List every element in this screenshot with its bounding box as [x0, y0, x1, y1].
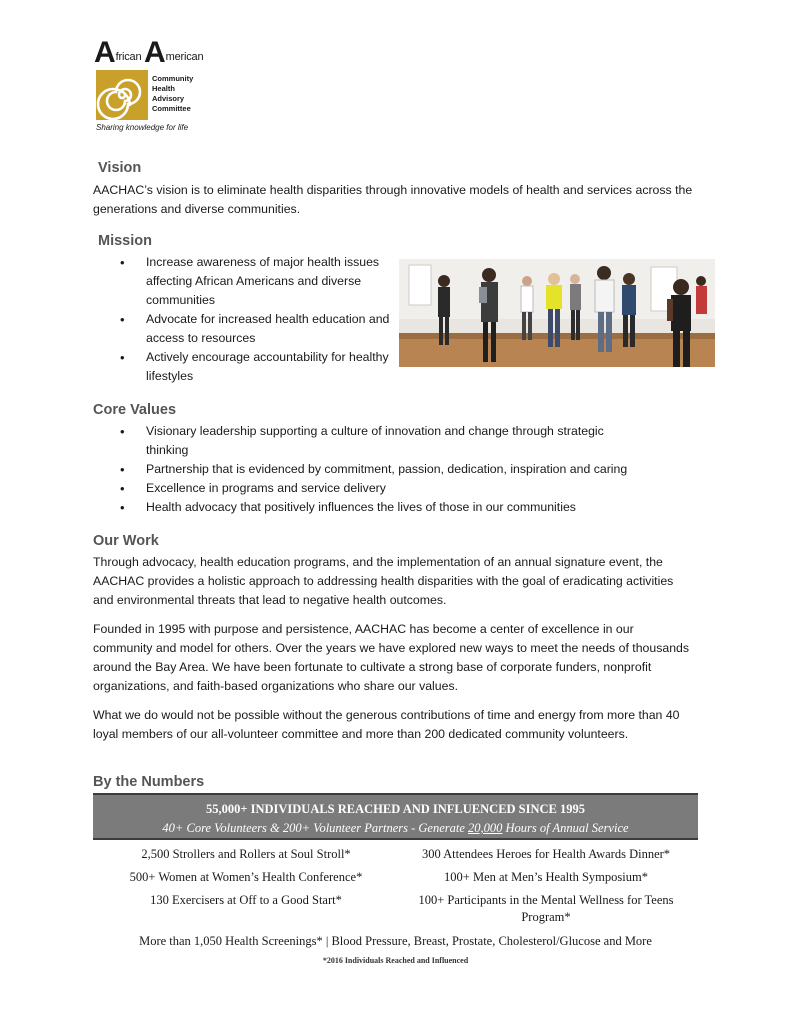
vision-heading: Vision: [98, 160, 142, 176]
logo-tagline: Sharing knowledge for life: [96, 123, 189, 132]
stat-item: 100+ Participants in the Mental Wellness for Teens Program*: [418, 893, 674, 924]
banner-headline: 55,000+ INDIVIDUALS REACHED AND INFLUENCED SINCE 1995: [205, 802, 586, 816]
numbers-footnote: *2016 Individuals Reached and Influenced: [322, 956, 469, 965]
our-work-paragraph-3: What we do would not be possible without the generous contributions of time and energy from more than 40 loyal members of our all-volunteer committee and more than 200 dedicated community volunteers.: [93, 708, 680, 741]
list-item: • Increase awareness of major health issues affecting African Americans and diverse communities: [120, 253, 390, 310]
core-values-list: [120, 422, 680, 517]
list-item: • Excellence in programs and service delivery: [120, 479, 680, 498]
our-work-paragraph-1: Through advocacy, health education programs, and the implementation of an annual signature event, the AACHAC provides a holistic approach to addressing health disparities with the goal of eradicating activities and environmental threats that lead to negative health outcomes.: [93, 555, 674, 607]
list-item: • Advocate for increased health education and access to resources: [120, 310, 390, 348]
group-exercise-photo: [399, 259, 715, 367]
stat-item: 500+ Women at Women’s Health Conference*: [129, 870, 363, 884]
screenings-line: More than 1,050 Health Screenings* | Blood Pressure, Breast, Prostate, Cholesterol/Glucose and More: [139, 934, 652, 948]
our-work-heading: Our Work: [93, 533, 159, 549]
logo-subtitle: Community Health Advisory Committee: [152, 74, 194, 113]
numbers-banner: [93, 793, 698, 840]
mission-list: [120, 253, 390, 386]
banner-subline: 40+ Core Volunteers & 200+ Volunteer Partners - Generate 20,000 Hours of Annual Service: [162, 821, 629, 835]
spiral-logo-icon: [96, 70, 148, 120]
stat-item: 130 Exercisers at Off to a Good Start*: [150, 893, 342, 907]
stat-item: 300 Attendees Heroes for Health Awards Dinner*: [421, 847, 671, 861]
organization-logo: African American Community Health Advisory Committee Sharing knowledge for life: [94, 36, 204, 132]
list-item: • Actively encourage accountability for healthy lifestyles: [120, 348, 390, 386]
core-values-heading: Core Values: [93, 402, 177, 418]
list-item: • Visionary leadership supporting a culture of innovation and change through strategic thinking: [120, 422, 680, 460]
stat-item: 100+ Men at Men’s Health Symposium*: [444, 870, 648, 884]
numbers-heading: By the Numbers: [93, 774, 205, 790]
mission-heading: Mission: [98, 233, 152, 249]
vision-text: AACHAC’s vision is to eliminate health disparities through innovative models of health and services across the generations and diverse communities.: [93, 183, 693, 216]
stat-item: 2,500 Strollers and Rollers at Soul Stroll*: [141, 847, 351, 861]
list-item: • Partnership that is evidenced by commitment, passion, dedication, inspiration and caring: [120, 460, 680, 479]
our-work-paragraph-2: Founded in 1995 with purpose and persistence, AACHAC has become a center of excellence in our community and model for others. Over the years we have explored new ways to meet the needs of thousands around the Bay Area. We have been fortunate to cultivate a strong base of corporate funders, nonprofit organizations, and faith-based organizations who share our values.: [93, 622, 690, 693]
list-item: • Health advocacy that positively influences the lives of those in our communities: [120, 498, 680, 517]
